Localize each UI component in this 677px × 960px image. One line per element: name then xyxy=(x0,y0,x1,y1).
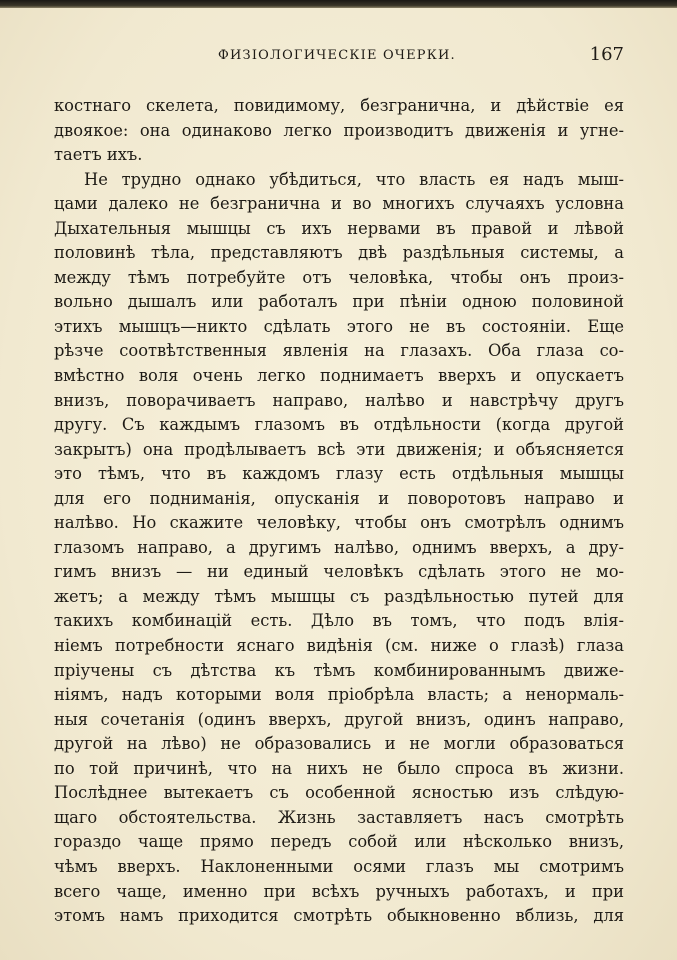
text-line: вольно дышалъ или работалъ при пѣніи одною половиной xyxy=(54,292,624,312)
text-line: внизъ, поворачиваетъ направо, налѣво и навстрѣчу другъ xyxy=(54,390,624,410)
text-line: пріучены съ дѣтства къ тѣмъ комбинированнымъ движе- xyxy=(54,660,624,680)
text-line: этихъ мышцъ—никто сдѣлать этого не въ состояніи. Еще xyxy=(54,316,624,336)
text-line: по той причинѣ, что на нихъ не было спроса въ жизни. xyxy=(54,758,624,778)
text-line: вмѣстно воля очень легко поднимаетъ вверхъ и опускаетъ xyxy=(54,366,624,386)
text-line: таетъ ихъ. xyxy=(54,145,143,165)
text-line: ныя сочетанія (одинъ вверхъ, другой внизъ, одинъ направо, xyxy=(54,709,624,729)
text-line: Дыхательныя мышцы съ ихъ нервами въ правой и лѣвой xyxy=(54,218,624,238)
text-line: всего чаще, именно при всѣхъ ручныхъ работахъ, и при xyxy=(54,881,624,901)
running-title: ФИЗІОЛОГИЧЕСКІЕ ОЧЕРКИ. xyxy=(218,48,456,63)
book-page xyxy=(0,8,677,960)
running-header xyxy=(54,44,624,70)
text-line: жетъ; а между тѣмъ мышцы съ раздѣльностью путей для xyxy=(54,586,624,606)
text-line: такихъ комбинацій есть. Дѣло въ томъ, что подъ влія- xyxy=(54,611,624,631)
page-top-edge xyxy=(0,0,677,8)
text-line: Послѣднее вытекаетъ съ особенной ясностью изъ слѣдую- xyxy=(54,783,624,803)
text-line: другу. Съ каждымъ глазомъ въ отдѣльности (когда другой xyxy=(54,415,624,435)
text-line: щаго обстоятельства. Жизнь заставляетъ насъ смотрѣть xyxy=(54,807,624,827)
text-line: ніямъ, надъ которыми воля пріобрѣла власть; а ненормаль- xyxy=(54,685,624,705)
text-line: закрытъ) она продѣлываетъ всѣ эти движенія; и объясняется xyxy=(54,439,624,459)
text-line: половинѣ тѣла, представляютъ двѣ раздѣльныя системы, а xyxy=(54,243,624,263)
text-line: Не трудно однако убѣдиться, что власть ея надъ мыш- xyxy=(84,169,624,189)
text-line: это тѣмъ, что въ каждомъ глазу есть отдѣльныя мышцы xyxy=(54,464,624,484)
text-line: рѣзче соотвѣтственныя явленія на глазахъ. Оба глаза со- xyxy=(54,341,624,361)
text-line: гимъ внизъ — ни единый человѣкъ сдѣлать этого не мо- xyxy=(54,562,624,582)
text-line: ніемъ потребности яснаго видѣнія (см. ниже о глазѣ) глаза xyxy=(54,636,624,656)
text-line: глазомъ направо, а другимъ налѣво, однимъ вверхъ, а дру- xyxy=(54,537,624,557)
body-text xyxy=(54,94,624,929)
page-number: 167 xyxy=(589,44,624,65)
text-line: этомъ намъ приходится смотрѣть обыкновенно вблизь, для xyxy=(54,906,624,926)
text-line: налѣво. Но скажите человѣку, чтобы онъ смотрѣлъ однимъ xyxy=(54,513,624,533)
text-line: между тѣмъ потребуйте отъ человѣка, чтобы онъ произ- xyxy=(54,267,624,287)
text-line: чѣмъ вверхъ. Наклоненными осями глазъ мы смотримъ xyxy=(54,856,624,876)
text-line: двоякое: она одинаково легко производитъ движенія и угне- xyxy=(54,120,624,140)
text-line: другой на лѣво) не образовались и не могли образоваться xyxy=(54,734,624,754)
text-line: для его подниманія, опусканія и поворотовъ направо и xyxy=(54,488,624,508)
text-line: костнаго скелета, повидимому, безгранична, и дѣйствіе ея xyxy=(54,96,624,115)
text-line: гораздо чаще прямо передъ собой или нѣсколько внизъ, xyxy=(54,832,624,852)
text-line: цами далеко не безгранична и во многихъ случаяхъ условна xyxy=(54,194,624,214)
